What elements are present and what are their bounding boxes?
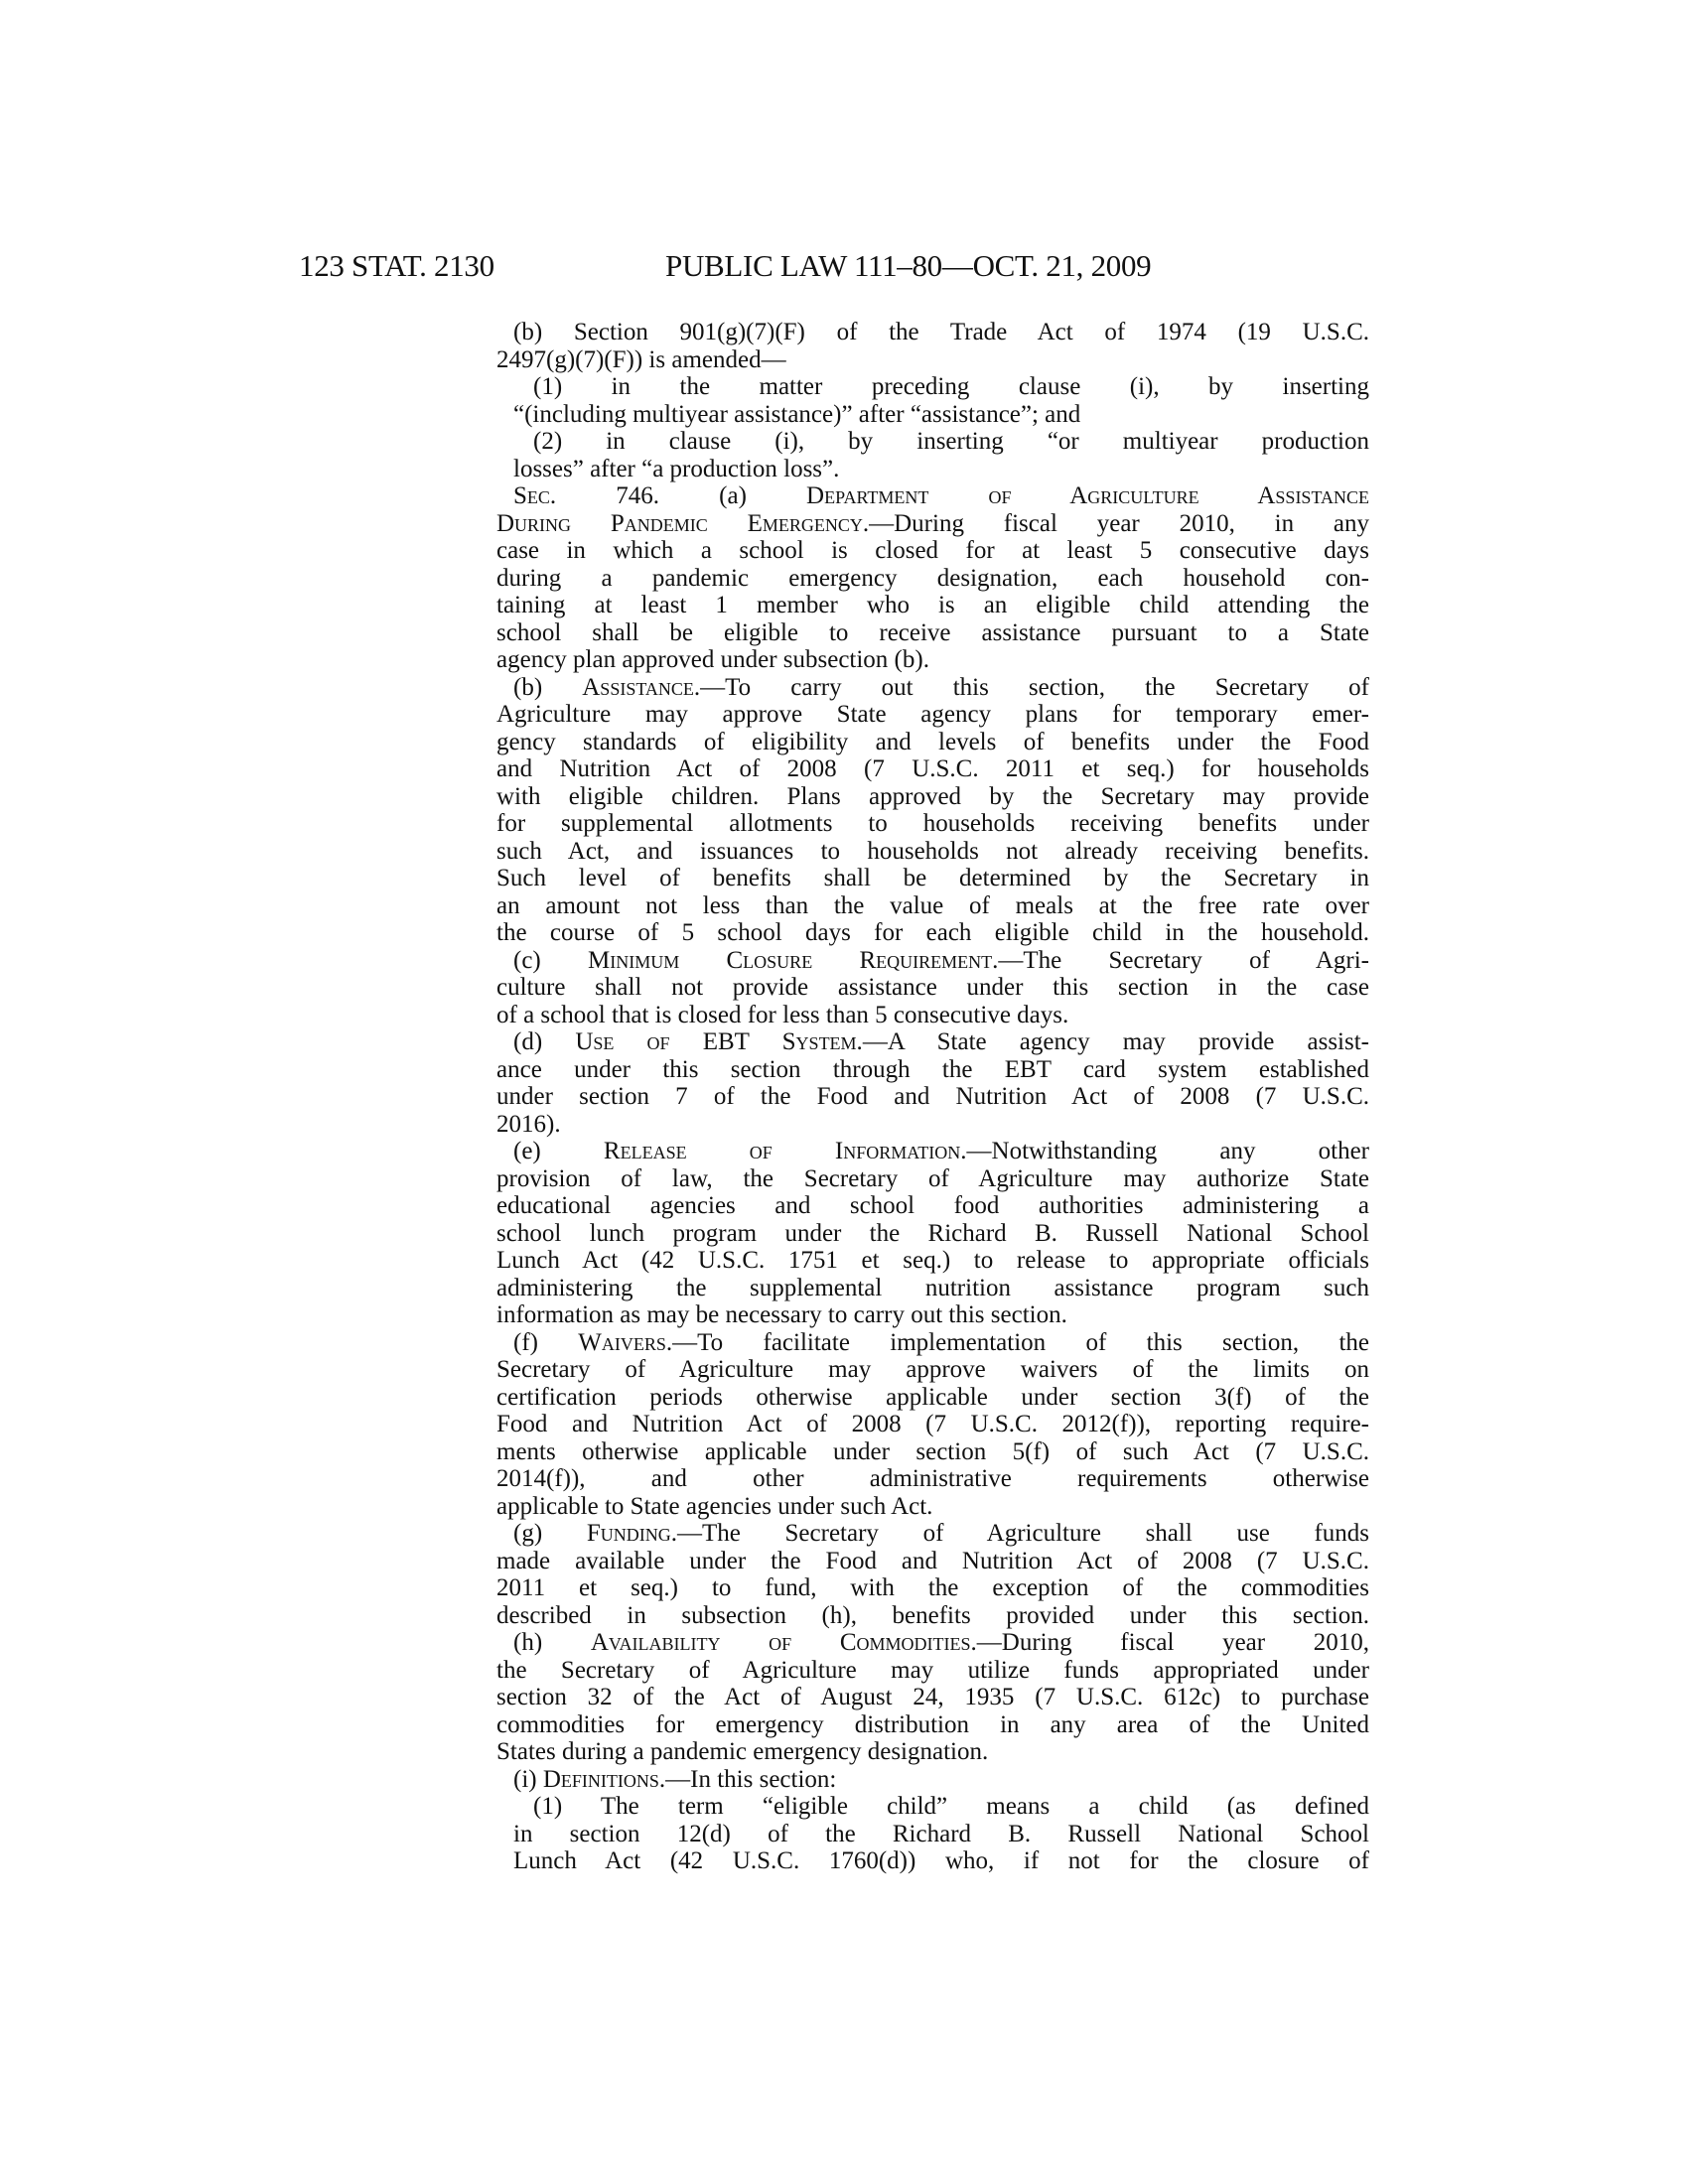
text-line xyxy=(496,1793,1369,1821)
text-line xyxy=(496,1220,1369,1248)
text-line xyxy=(496,729,1369,756)
text-line xyxy=(496,1301,1369,1329)
text-segment: —A State agency may provide assist- xyxy=(862,1028,1369,1055)
text-segment: of a school that is closed for less than 5 consecutive days. xyxy=(496,1001,1069,1028)
text-segment: school shall be eligible to receive assistance pursuant to a State xyxy=(496,618,1369,646)
text-segment: “(including multiyear assistance)” after “assistance”; and xyxy=(513,400,1081,428)
text-segment: (e) xyxy=(513,1138,604,1164)
text-segment: educational agencies and school food authorities administering a xyxy=(496,1192,1369,1219)
text-line xyxy=(496,810,1369,838)
section-heading-text: During Pandemic Emergency. xyxy=(496,509,870,537)
text-segment: —The Secretary of Agriculture shall use funds xyxy=(676,1520,1370,1547)
text-segment: (h) xyxy=(513,1629,591,1656)
text-line xyxy=(496,701,1369,729)
text-line xyxy=(496,1192,1369,1220)
text-segment: section 32 of the Act of August 24, 1935 (7 U.S.C. 612c) to purchase xyxy=(496,1684,1369,1710)
text-segment: —The Secretary of Agri- xyxy=(998,946,1369,974)
text-line xyxy=(496,1684,1369,1711)
text-segment: Food and Nutrition Act of 2008 (7 U.S.C. 2012(f)), reporting require- xyxy=(496,1411,1369,1437)
text-segment: 746. (a) xyxy=(556,482,807,509)
stat-page-number: 123 STAT. 2130 xyxy=(299,248,494,283)
text-line xyxy=(496,1548,1369,1575)
text-segment: taining at least 1 member who is an eligible child attending the xyxy=(496,592,1369,618)
text-segment: (b) xyxy=(513,673,583,701)
text-line xyxy=(496,1028,1369,1056)
text-segment: —During fiscal year 2010, in any xyxy=(869,509,1369,537)
text-segment: losses” after “a production loss”. xyxy=(513,455,840,482)
text-line xyxy=(496,1165,1369,1193)
text-segment: described in subsection (h), benefits provided under this section. xyxy=(496,1601,1369,1629)
text-segment: agency plan approved under subsection (b). xyxy=(496,646,929,673)
text-segment: case in which a school is closed for at least 5 consecutive days xyxy=(496,537,1369,564)
text-line xyxy=(496,755,1369,783)
text-segment: 2014(f)), and other administrative requirements otherwise xyxy=(496,1465,1369,1492)
text-segment: administering the supplemental nutrition assistance program such xyxy=(496,1274,1369,1301)
text-line xyxy=(496,919,1369,947)
text-segment: applicable to State agencies under such Act. xyxy=(496,1492,933,1520)
running-head-law-title: PUBLIC LAW 111–80—OCT. 21, 2009 xyxy=(665,248,1152,283)
text-line xyxy=(496,865,1369,892)
text-segment: 2011 et seq.) to fund, with the exception of the commodities xyxy=(496,1574,1369,1601)
text-segment: ments otherwise applicable under section 5(f) of such Act (7 U.S.C. xyxy=(496,1437,1369,1465)
section-heading-text: Waivers. xyxy=(578,1328,673,1356)
text-line xyxy=(496,1602,1369,1630)
text-line xyxy=(496,1056,1369,1084)
text-line xyxy=(496,1111,1369,1139)
text-segment: —To carry out this section, the Secretary of xyxy=(700,673,1370,701)
text-line xyxy=(496,1275,1369,1302)
text-segment: under section 7 of the Food and Nutrition Act of 2008 (7 U.S.C. xyxy=(496,1083,1369,1110)
text-line xyxy=(496,1438,1369,1466)
text-segment: —Notwithstanding any other xyxy=(966,1138,1369,1164)
text-line xyxy=(496,592,1369,619)
statute-body-text xyxy=(496,319,1369,1875)
text-line xyxy=(496,838,1369,866)
text-segment: during a pandemic emergency designation, each household con- xyxy=(496,564,1369,592)
text-segment: (1) The term “eligible child” means a child (as defined xyxy=(533,1793,1369,1820)
text-line xyxy=(496,428,1369,456)
text-segment: 2497(g)(7)(F)) is amended— xyxy=(496,345,786,373)
section-heading-text: Use of EBT System. xyxy=(575,1028,863,1055)
text-segment: (d) xyxy=(513,1028,576,1055)
text-line xyxy=(496,619,1369,647)
section-heading-text: Minimum Closure Requirement. xyxy=(588,946,999,974)
text-segment: and Nutrition Act of 2008 (7 U.S.C. 2011 et seq.) for households xyxy=(496,755,1369,782)
text-line xyxy=(496,482,1369,510)
text-line xyxy=(496,401,1369,429)
text-segment: ance under this section through the EBT card system established xyxy=(496,1055,1369,1083)
text-line xyxy=(496,1657,1369,1685)
text-line xyxy=(496,947,1369,975)
section-heading-text: Availability of Commodities. xyxy=(590,1629,977,1656)
text-line xyxy=(496,783,1369,811)
text-segment: Agriculture may approve State agency plans for temporary emer- xyxy=(496,701,1369,728)
section-heading-text: Assistance. xyxy=(582,673,701,701)
text-line xyxy=(496,537,1369,565)
text-segment: such Act, and issuances to households not already receiving benefits. xyxy=(496,837,1369,865)
text-segment: in section 12(d) of the Richard B. Russell National School xyxy=(513,1820,1369,1847)
text-line xyxy=(496,510,1369,538)
text-line xyxy=(496,646,1369,674)
text-segment: the Secretary of Agriculture may utilize funds appropriated under xyxy=(496,1656,1369,1684)
text-segment: —During fiscal year 2010, xyxy=(976,1629,1369,1656)
text-line xyxy=(496,456,1369,483)
text-segment: 2016). xyxy=(496,1110,561,1138)
text-segment: culture shall not provide assistance under this section in the case xyxy=(496,974,1369,1001)
text-segment: —To facilitate implementation of this section, the xyxy=(672,1328,1369,1356)
text-line xyxy=(496,1247,1369,1275)
text-line xyxy=(496,1821,1369,1848)
text-line xyxy=(496,1384,1369,1412)
text-line xyxy=(496,1083,1369,1111)
text-segment: (i) xyxy=(513,1765,543,1793)
text-segment: (2) in clause (i), by inserting “or multiyear production xyxy=(533,428,1369,455)
text-segment: the course of 5 school days for each eligible child in the household. xyxy=(496,919,1369,946)
text-segment: Such level of benefits shall be determined by the Secretary in xyxy=(496,865,1369,891)
text-segment: —In this section: xyxy=(665,1765,837,1793)
text-line xyxy=(496,674,1369,702)
text-line xyxy=(496,1329,1369,1357)
section-heading-text: Sec. xyxy=(513,482,557,509)
text-segment: information as may be necessary to carry out this section. xyxy=(496,1301,1067,1328)
text-line xyxy=(496,1493,1369,1521)
text-line xyxy=(496,1356,1369,1384)
text-line xyxy=(496,1520,1369,1548)
text-line xyxy=(496,1847,1369,1875)
text-line xyxy=(496,1711,1369,1739)
text-segment: with eligible children. Plans approved by the Secretary may provide xyxy=(496,782,1369,810)
text-segment: certification periods otherwise applicable under section 3(f) of the xyxy=(496,1383,1369,1411)
section-heading-text: Funding. xyxy=(586,1520,677,1547)
text-segment: gency standards of eligibility and levels of benefits under the Food xyxy=(496,728,1369,755)
text-segment: (b) Section 901(g)(7)(F) of the Trade Act of 1974 (19 U.S.C. xyxy=(513,319,1369,345)
text-line xyxy=(496,1465,1369,1493)
section-heading-text: Department of Agriculture Assistance xyxy=(806,482,1369,509)
text-line xyxy=(496,565,1369,593)
text-line xyxy=(496,1629,1369,1657)
text-line xyxy=(496,1738,1369,1766)
text-line xyxy=(496,892,1369,920)
text-line xyxy=(496,974,1369,1002)
section-heading-text: Release of Information. xyxy=(603,1138,967,1164)
text-line xyxy=(496,1002,1369,1029)
text-line xyxy=(496,1138,1369,1165)
text-line xyxy=(496,319,1369,346)
text-segment: (c) xyxy=(513,946,589,974)
text-segment: Lunch Act (42 U.S.C. 1751 et seq.) to release to appropriate officials xyxy=(496,1247,1369,1274)
text-segment: (f) xyxy=(513,1328,579,1356)
text-segment: Lunch Act (42 U.S.C. 1760(d)) who, if not for the closure of xyxy=(513,1847,1369,1874)
text-line xyxy=(496,346,1369,374)
text-segment: Secretary of Agriculture may approve waivers of the limits on xyxy=(496,1356,1369,1383)
text-line xyxy=(496,1574,1369,1602)
text-segment: made available under the Food and Nutrition Act of 2008 (7 U.S.C. xyxy=(496,1547,1369,1574)
section-heading-text: Definitions. xyxy=(542,1765,666,1793)
text-line xyxy=(496,373,1369,401)
text-line xyxy=(496,1411,1369,1438)
text-segment: school lunch program under the Richard B. Russell National School xyxy=(496,1219,1369,1247)
text-line xyxy=(496,1766,1369,1794)
text-segment: (1) in the matter preceding clause (i), by inserting xyxy=(533,373,1369,400)
text-segment: provision of law, the Secretary of Agriculture may authorize State xyxy=(496,1164,1369,1192)
text-segment: States during a pandemic emergency designation. xyxy=(496,1738,989,1765)
text-segment: for supplemental allotments to households receiving benefits under xyxy=(496,810,1369,837)
text-segment: commodities for emergency distribution in any area of the United xyxy=(496,1710,1369,1738)
text-segment: (g) xyxy=(513,1520,587,1547)
text-segment: an amount not less than the value of meals at the free rate over xyxy=(496,891,1369,919)
